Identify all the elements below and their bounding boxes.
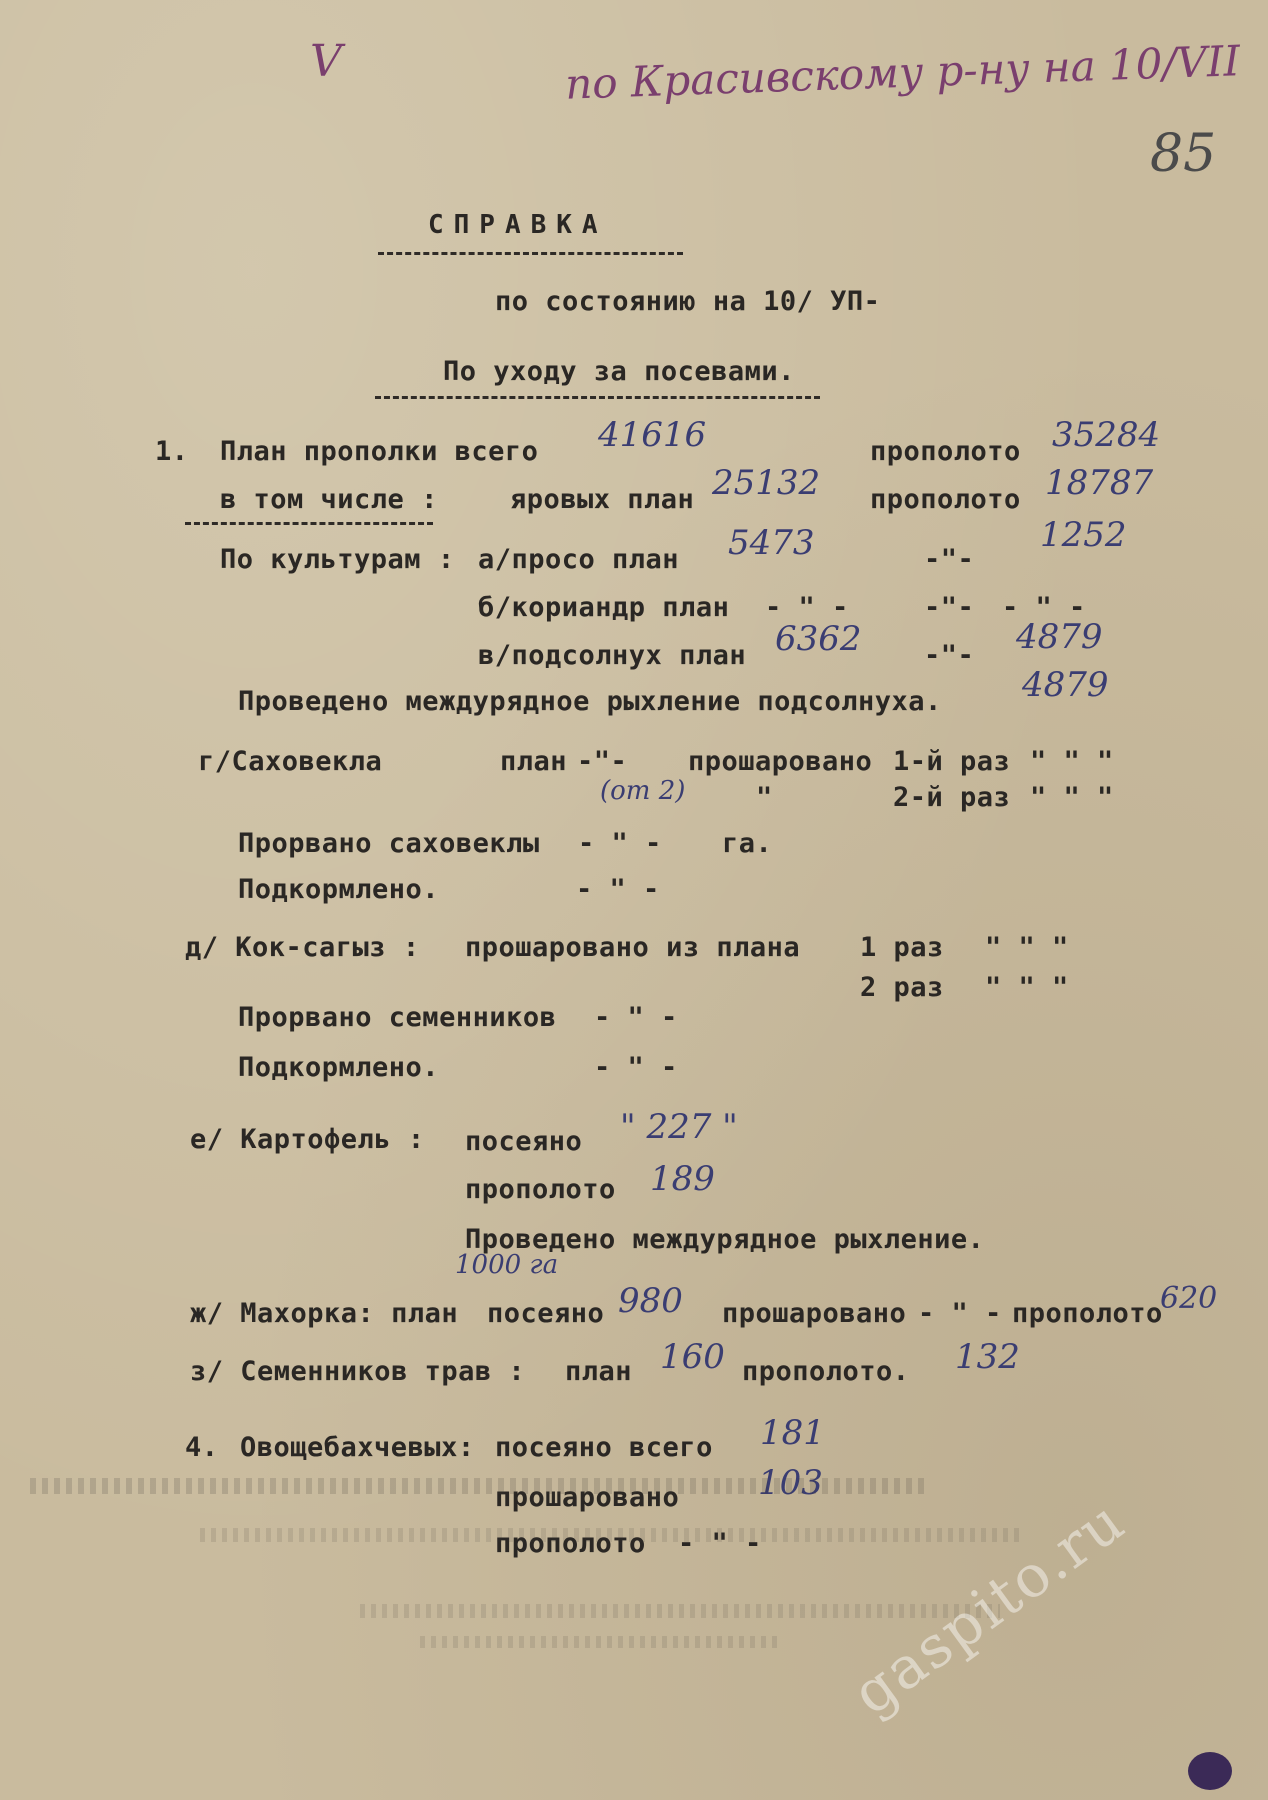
koksagyz-round1-label: 1 раз <box>860 932 944 963</box>
veg-sown-value: 181 <box>760 1413 825 1453</box>
potato-loosening-label: Проведено междурядное рыхление. <box>465 1224 985 1255</box>
millet-plan-value: 5473 <box>728 523 815 563</box>
makhorka-hoed-label: прошаровано <box>722 1298 907 1329</box>
coriander-ditto: -"- <box>924 592 975 623</box>
handwritten-header-note: по Красивскому р-ну на 10/VII <box>564 36 1241 109</box>
beet-thinned-unit: га. <box>722 828 773 859</box>
including-label: в том числе : <box>220 484 438 515</box>
veg-weeded-value: - " - <box>678 1528 762 1559</box>
weeding-plan-value: 41616 <box>598 415 707 455</box>
potato-weeded-label: прополото <box>465 1174 616 1205</box>
sunflower-label: в/подсолнух план <box>478 640 747 671</box>
koksagyz-round2-label: 2 раз <box>860 972 944 1003</box>
seed-thinned-value: - " - <box>594 1002 678 1033</box>
millet-weeded-value: 1252 <box>1040 515 1127 555</box>
makhorka-hoed-value: - " - <box>918 1298 1002 1329</box>
beet-hoed-label: прошаровано <box>688 746 873 777</box>
spring-plan-label: яровых план <box>510 484 695 515</box>
seed-fed-label: Подкормлено. <box>238 1052 440 1083</box>
veg-weeded-label: прополото <box>495 1528 646 1559</box>
beet-ditto: " <box>756 782 773 813</box>
grass-plan-label: план <box>565 1356 633 1387</box>
beet-label: г/Саховекла <box>198 746 383 777</box>
title-underline <box>378 252 683 255</box>
makhorka-sown-value: 980 <box>618 1281 683 1321</box>
beet-thinned-value: - " - <box>578 828 662 859</box>
sunflower-ditto: -"- <box>924 640 975 671</box>
potato-label: е/ Картофель : <box>190 1124 425 1155</box>
beet-thinned-label: Прорвано саховеклы <box>238 828 540 859</box>
grass-label: з/ Семенников трав : <box>190 1356 526 1387</box>
spring-plan-value: 25132 <box>712 463 821 503</box>
section4-number: 4. <box>185 1432 219 1463</box>
koksagyz-round1-value: " " " <box>985 932 1069 963</box>
makhorka-sown-label: посеяно <box>487 1298 605 1329</box>
document-title: СПРАВКА <box>428 210 608 240</box>
spring-weeded-label: прополото <box>870 484 1021 515</box>
check-mark: V <box>310 36 342 87</box>
makhorka-weeded-value: 620 <box>1160 1281 1218 1316</box>
seed-fed-value: - " - <box>594 1052 678 1083</box>
sunflower-loosening-label: Проведено междурядное рыхление подсолнуха. <box>238 686 942 717</box>
potato-weeded-value: 189 <box>650 1159 715 1199</box>
veg-label: Овощебахчевых: <box>240 1432 475 1463</box>
including-underline <box>185 522 433 525</box>
section1-number: 1. <box>155 436 189 467</box>
makhorka-weeded-label: прополото <box>1012 1298 1163 1329</box>
offset-print-smudge-3 <box>360 1604 1000 1618</box>
koksagyz-label: д/ Кок-сагыз : <box>185 932 420 963</box>
beet-round2-value: " " " <box>1030 782 1114 813</box>
grass-weeded-label: прополото. <box>742 1356 910 1387</box>
offset-print-smudge-2 <box>200 1528 1020 1542</box>
weeded-value: 35284 <box>1052 415 1161 455</box>
spring-weeded-value: 18787 <box>1045 463 1154 503</box>
sunflower-plan-value: 6362 <box>775 619 862 659</box>
seed-thinned-label: Прорвано семенников <box>238 1002 557 1033</box>
beet-round2-label: 2-й раз <box>893 782 1011 813</box>
grass-weeded-value: 132 <box>955 1337 1020 1377</box>
weeding-plan-label: План прополки всего <box>220 436 539 467</box>
beet-fed-value: - " - <box>576 874 660 905</box>
millet-label: а/просо план <box>478 544 680 575</box>
sunflower-weeded-value: 4879 <box>1016 617 1103 657</box>
makhorka-plan-note: 1000 га <box>455 1250 559 1280</box>
potato-sown-label: посеяно <box>465 1126 583 1157</box>
beet-plan-dash: -"- <box>577 746 628 777</box>
beet-round1-value: " " " <box>1030 746 1114 777</box>
weeded-label: прополото <box>870 436 1021 467</box>
coriander-label: б/кориандр план <box>478 592 730 623</box>
grass-plan-value: 160 <box>660 1337 725 1377</box>
millet-ditto: -"- <box>924 544 975 575</box>
koksagyz-hoed-label: прошаровано из плана <box>465 932 801 963</box>
beet-fed-label: Подкормлено. <box>238 874 440 905</box>
by-crops-label: По культурам : <box>220 544 455 575</box>
veg-hoed-label: прошаровано <box>495 1482 680 1513</box>
veg-hoed-value: 103 <box>758 1463 823 1503</box>
sunflower-loosening-value: 4879 <box>1022 665 1109 705</box>
koksagyz-round2-value: " " " <box>985 972 1069 1003</box>
document-heading: По уходу за посевами. <box>443 356 795 387</box>
heading-underline <box>375 396 820 399</box>
potato-sown-value: " 227 " <box>620 1107 738 1147</box>
makhorka-label: ж/ Махорка: план <box>190 1298 459 1329</box>
document-subtitle: по состоянию на 10/ УП- <box>495 286 881 317</box>
coriander-weeded-dash: - " - <box>1002 592 1086 623</box>
offset-print-smudge-4 <box>420 1636 780 1648</box>
watermark: gaspito.ru <box>840 1486 1138 1728</box>
beet-plan-label: план <box>500 746 568 777</box>
beet-round1-label: 1-й раз <box>893 746 1011 777</box>
beet-note: (от 2) <box>600 776 686 806</box>
ink-blot <box>1188 1752 1232 1790</box>
coriander-plan-dash: - " - <box>765 592 849 623</box>
offset-print-smudge <box>30 1478 930 1494</box>
sheet-number: 85 <box>1150 124 1217 184</box>
veg-sown-label: посеяно всего <box>495 1432 713 1463</box>
